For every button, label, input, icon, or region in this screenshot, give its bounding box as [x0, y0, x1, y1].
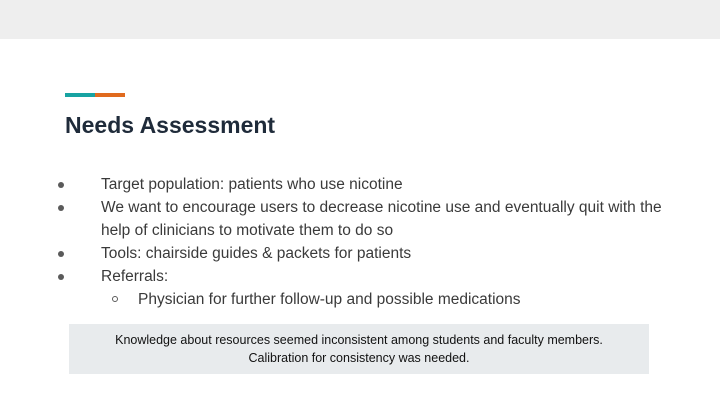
bullet-item: [50, 265, 670, 288]
sub-bullet-item: [50, 288, 670, 311]
bullet-text: Target population: patients who use nicotine: [101, 176, 403, 193]
bullet-dot-icon: [58, 274, 64, 280]
callout-box: [69, 324, 649, 374]
bullet-text: Referrals:: [101, 268, 169, 285]
bullet-dot-icon: [58, 205, 64, 211]
bullet-item: [50, 242, 670, 265]
sub-bullet-text: Physician for further follow-up and possible medications: [138, 291, 521, 308]
accent-bar-teal: [65, 93, 95, 97]
bullet-ring-icon: [112, 296, 118, 302]
bullet-dot-icon: [58, 251, 64, 257]
accent-bar-orange: [95, 93, 125, 97]
callout-line-1: Knowledge about resources seemed inconsistent among students and faculty members.: [115, 333, 603, 347]
bullet-list: [50, 173, 670, 311]
bullet-dot-icon: [58, 182, 64, 188]
slide-title: Needs Assessment: [65, 112, 276, 138]
bullet-item: [50, 196, 670, 242]
callout-line-2: Calibration for consistency was needed.: [248, 351, 470, 365]
top-band: [0, 0, 720, 39]
bullet-text: Tools: chairside guides & packets for patients: [101, 245, 412, 262]
bullet-text: We want to encourage users to decrease nicotine use and eventually quit with the help of clinicians to motivate them to do so: [101, 199, 662, 239]
bullet-item: [50, 173, 670, 196]
